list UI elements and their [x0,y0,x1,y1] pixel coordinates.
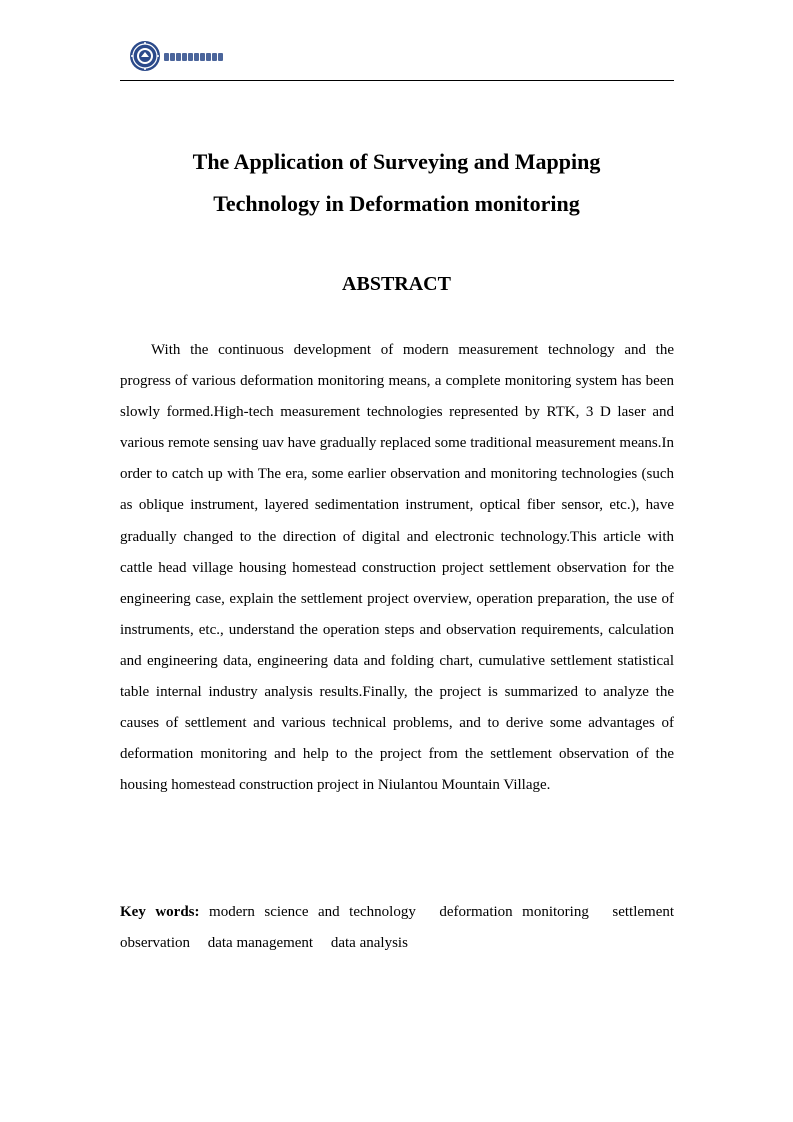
keyword-item: settlement observation [120,904,675,952]
title-line-2: Technology in Deformation monitoring [213,191,580,216]
keyword-item: modern science and technology [209,904,416,920]
abstract-body: With the continuous development of modern measurement technology and the progress of various deformation monitoring means, a complete monitoring system has been slowly formed.High-tech measurement technologies represented by RTK, 3 D laser and various remote sensing uav have gradually replaced some traditional measurement means.In order to catch up with The era, some earlier observation and monitoring technologies (such as oblique instrument, layered sedimentation instrument, optical fiber sensor, etc.), have gradually changed to the direction of digital and electronic technology.This article with cattle head village housing homestead construction project settlement observation for the engineering case, explain the settlement project overview, operation preparation, the use of instruments, etc., understand the operation steps and observation requirements, calculation and engineering data, engineering data and folding chart, cumulative settlement statistical table internal industry analysis results.Finally, the project is summarized to analyze the causes of settlement and various technical problems, and to derive some advantages of deformation monitoring and help to the project from the settlement observation of the housing homestead construction project in Niulantou Mountain Village. [120,342,674,794]
keyword-item: data analysis [330,935,408,952]
title-line-1: The Application of Surveying and Mapping [192,149,601,174]
keywords-label: Key words: [120,904,200,920]
keywords [120,897,674,959]
university-name-logotype [164,51,234,62]
abstract-heading: ABSTRACT [342,273,451,295]
paper-title [100,141,693,225]
university-seal-icon [129,40,161,72]
keyword-item: data management [207,935,314,952]
page-header [120,38,674,81]
keyword-item: deformation monitoring [439,904,589,920]
